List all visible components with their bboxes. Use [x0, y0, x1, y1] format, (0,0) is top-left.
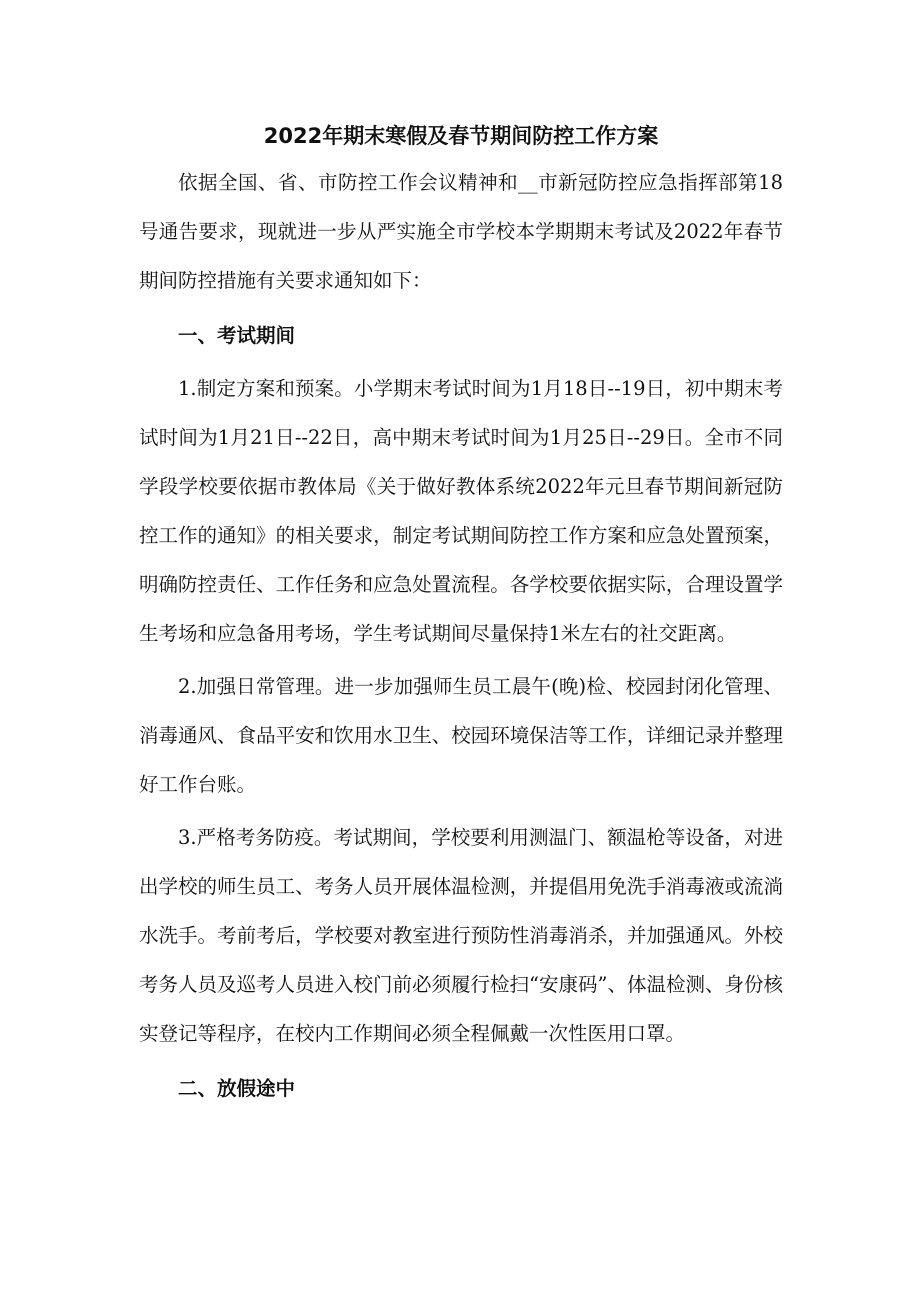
- document-title: 2022年期末寒假及春节期间防控工作方案: [263, 124, 659, 148]
- paragraph-daily-management: 2.加强日常管理。进一步加强师生员工晨午(晚)检、校园封闭化管理、消毒通风、食品平安和饮用水卫生、校园环境保洁等工作，详细记录并整理好工作台账。: [139, 675, 783, 796]
- section-heading-exam-period: 一、考试期间: [178, 324, 296, 347]
- document-body: [139, 116, 783, 1113]
- paragraph-plan-and-contingency: 1.制定方案和预案。小学期末考试时间为1月18日--19日，初中期末考试时间为1月21日--22日，高中期末考试时间为1月25日--29日。全市不同学段学校要依据市教体局《关于做好教体系统2022年元旦春节期间新冠防控工作的通知》的相关要求，制定考试期间防控工作方案和应急处置预案，明确防控责任、工作任务和应急处置流程。各学校要依据实际，合理设置学生考场和应急备用考场，学生考试期间尽量保持1米左右的社交距离。: [139, 377, 783, 645]
- intro-paragraph: 依据全国、省、市防控工作会议精神和__市新冠防控应急指挥部第18号通告要求，现就进一步从严实施全市学校本学期期末考试及2022年春节期间防控措施有关要求通知如下：: [139, 171, 783, 292]
- paragraph-exam-epidemic-prevention: 3.严格考务防疫。考试期间，学校要利用测温门、额温枪等设备，对进出学校的师生员工、考务人员开展体温检测，并提倡用免洗手消毒液或流淌水洗手。考前考后，学校要对教室进行预防性消毒消杀，并加强通风。外校考务人员及巡考人员进入校门前必须履行检扫“安康码”、体温检测、身份核实登记等程序，在校内工作期间必须全程佩戴一次性医用口罩。: [139, 826, 783, 1045]
- section-heading-holiday-travel: 二、放假途中: [178, 1077, 296, 1100]
